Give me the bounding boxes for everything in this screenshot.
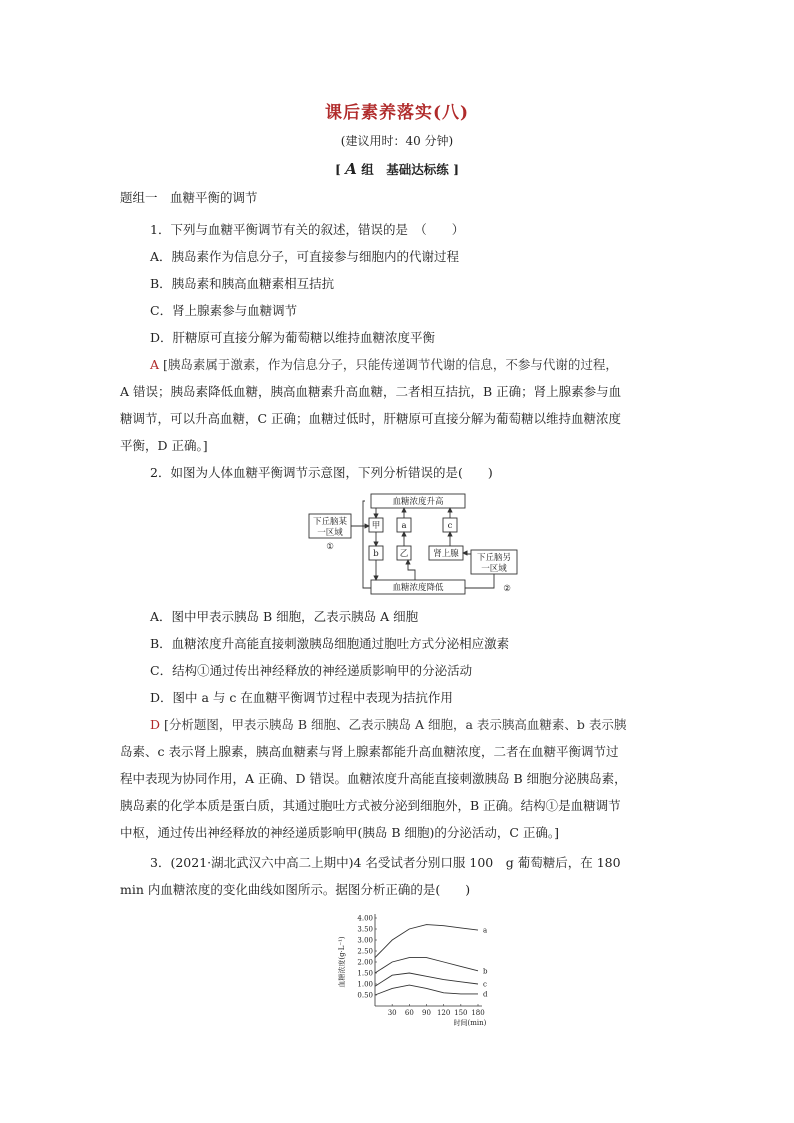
series-line-b <box>375 958 478 973</box>
q1-option-c: C．肾上腺素参与血糖调节 <box>150 303 298 318</box>
q1-option-a: A．胰岛素作为信息分子，可直接参与细胞内的代谢过程 <box>150 249 460 264</box>
diagram-c: c <box>447 521 453 531</box>
series-label-d: d <box>483 990 488 999</box>
diagram-jia: 甲 <box>371 521 381 531</box>
y-axis-label: 血糖浓度(g·L⁻¹) <box>338 936 346 988</box>
y-tick-label-4: 2.50 <box>357 947 373 956</box>
diagram-adrenal: 肾上腺 <box>433 549 459 559</box>
group-bracket-open: [ <box>334 162 341 177</box>
series-label-a: a <box>483 926 488 935</box>
y-tick-label-2: 1.50 <box>357 969 373 978</box>
x-tick-label-1: 60 <box>404 1009 414 1017</box>
q2-explain-3: 胰岛素的化学本质是蛋白质，其通过胞吐方式被分泌到细胞外，B 正确。结构①是血糖调节 <box>120 798 621 813</box>
y-tick-label-6: 3.50 <box>357 925 373 934</box>
q1-option-d: D．肝糖原可直接分解为葡萄糖以维持血糖浓度平衡 <box>150 330 436 345</box>
group-bracket-close: ] <box>453 162 460 177</box>
y-tick-label-5: 3.00 <box>357 936 373 945</box>
group-heading <box>0 160 794 178</box>
diagram-b: b <box>373 549 379 559</box>
q2-option-c: C．结构①通过传出神经释放的神经递质影响甲的分泌活动 <box>150 663 473 678</box>
time-suggestion: (建议用时：40 分钟) <box>340 134 454 148</box>
q3-stem-1: 3．(2021·湖北武汉六中高二上期中)4 名受试者分别口服 100 g 葡萄糖后，在 180 <box>150 855 621 870</box>
series-line-c <box>375 973 478 986</box>
series-label-b: b <box>483 967 488 976</box>
page-title: 课后素养落实(八) <box>324 103 470 123</box>
x-tick-label-0: 30 <box>387 1009 397 1017</box>
diagram-right-line1: 下丘脑另 <box>476 553 512 563</box>
q1-stem: 1．下列与血糖平衡调节有关的叙述，错误的是 （ ） <box>150 222 465 237</box>
diagram-a: a <box>401 521 407 531</box>
q1-answer: A <box>150 357 160 372</box>
group-label: 组 基础达标练 <box>361 162 449 177</box>
x-tick-label-3: 120 <box>436 1009 451 1017</box>
q2-option-a: A．图中甲表示胰岛 B 细胞，乙表示胰岛 A 细胞 <box>150 609 419 624</box>
q2-answer-line-1 <box>150 715 626 733</box>
glucose-chart <box>335 906 495 1028</box>
q1-option-b: B．胰岛素和胰高血糖素相互拮抗 <box>150 276 335 291</box>
x-tick-label-5: 180 <box>471 1009 485 1017</box>
q1-explain-3: 平衡，D 正确。] <box>120 438 208 453</box>
q2-explain-4: 中枢，通过传出神经释放的神经递质影响甲(胰岛 B 细胞)的分泌活动，C 正确。] <box>120 825 560 840</box>
diagram-left-line2: 一区域 <box>317 528 343 538</box>
diagram-bottom-label: 血糖浓度降低 <box>392 583 444 593</box>
q2-explain-2: 程中表现为协同作用，A 正确、D 错误。血糖浓度升高能直接刺激胰岛 B 细胞分泌胰岛素， <box>120 771 627 786</box>
diagram-yi: 乙 <box>399 549 409 559</box>
q2-option-b: B．血糖浓度升高能直接刺激胰岛细胞通过胞吐方式分泌相应激素 <box>150 636 510 651</box>
q1-explain-1: A 错误；胰岛素降低血糖，胰高血糖素升高血糖，二者相互拮抗，B 正确；肾上腺素参与血 <box>120 384 622 399</box>
diagram-right-mark: ② <box>503 584 511 594</box>
q3-stem-2: min 内血糖浓度的变化曲线如图所示。据图分析正确的是( ) <box>120 882 471 897</box>
series-line-a <box>375 925 478 958</box>
group-mark: A <box>345 160 357 178</box>
diagram-top-label: 血糖浓度升高 <box>392 497 444 507</box>
x-tick-label-4: 150 <box>454 1009 468 1017</box>
y-tick-label-1: 1.00 <box>357 980 373 989</box>
q2-answer: D <box>150 717 161 732</box>
series-label-c: c <box>483 980 487 989</box>
x-tick-label-2: 90 <box>422 1009 431 1017</box>
section-heading: 题组一 血糖平衡的调节 <box>120 190 258 205</box>
q2-explain-1: 岛素、c 表示肾上腺素，胰高血糖素与肾上腺素都能升高血糖浓度，二者在血糖平衡调节过 <box>120 744 619 759</box>
y-tick-label-7: 4.00 <box>357 914 373 923</box>
diagram-left-mark: ① <box>326 542 334 552</box>
y-tick-label-0: 0.50 <box>357 991 373 1000</box>
q2-explain-0: [分析题图，甲表示胰岛 B 细胞、乙表示胰岛 A 细胞，a 表示胰高血糖素、b 表示胰 <box>164 717 627 732</box>
diagram-right-line2: 一区域 <box>481 564 507 574</box>
diagram-left-line1: 下丘脑某 <box>312 517 348 527</box>
q2-regulation-diagram <box>305 492 525 596</box>
y-tick-label-3: 2.00 <box>357 958 373 967</box>
q1-answer-line-1 <box>150 355 618 373</box>
x-axis-label: 时间(min) <box>453 1019 487 1027</box>
series-line-d <box>375 985 478 995</box>
q1-explain-0: [胰岛素属于激素，作为信息分子，只能传递调节代谢的信息，不参与代谢的过程， <box>163 357 618 372</box>
q2-stem: 2．如图为人体血糖平衡调节示意图，下列分析错误的是( ) <box>150 465 493 480</box>
q2-option-d: D．图中 a 与 c 在血糖平衡调节过程中表现为拮抗作用 <box>150 690 453 705</box>
q1-explain-2: 糖调节，可以升高血糖，C 正确；血糖过低时，肝糖原可直接分解为葡萄糖以维持血糖浓度 <box>120 411 622 426</box>
